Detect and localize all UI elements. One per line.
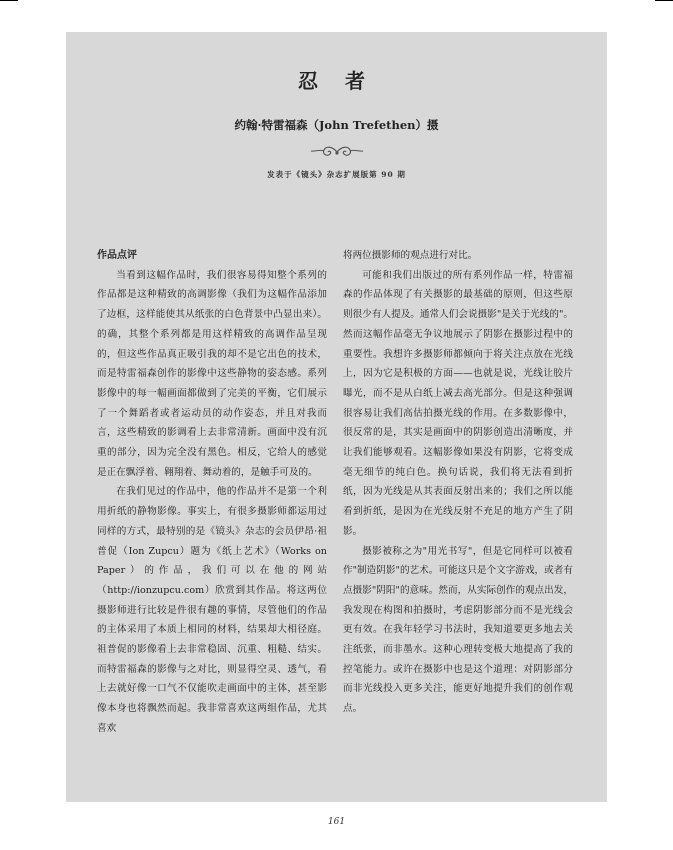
crop-mark-left	[0, 0, 18, 1]
article-author: 约翰·特雷福森（John Trefethen）摄	[234, 118, 439, 132]
body-paragraph: 摄影被称之为"用光书写"，但是它同样可以被看作"制造阴影"的艺术。可能这只是个文字游戏，或者有点摄影"阴阳"的意味。然而，从实际创作的观点出发，我发现在构图和拍摄时，考虑阴影部分而不是光线会更有效。在我年轻学习书法时，我知道要更多地去关注纸张，而非墨水。这种心理转变极大地提高了我的控笔能力。或许在摄影中也是这个道理：对阴影部分而非光线投入更多关注，能更好地提升我们的创作观点。	[343, 545, 573, 715]
crop-mark-right	[655, 0, 673, 1]
body-paragraph: 在我们见过的作品中，他的作品并不是第一个利用折纸的静物影像。事实上，有很多摄影师都运用过同样的方式，最特别的是《镜头》杂志的会员伊昂·祖普促（Ion Zupcu）题为《纸上艺术》（Works on Paper）的作品，我们可以在他的网站（http://ionzupcu.com）欣赏到其作品。将这两位摄影师进行比较是件很有趣的事情，尽管他们的作品的主体采用了本质上相同的材料，结果却大相径庭。祖普促的影像看上去非常稳固、沉重、粗糙、结实。而特雷福森的影像与之对比，则显得空灵、透气，看上去就好像一口气不仅能吹走画面中的主体，甚至影像本身也将飘然而起。我非常喜欢这两组作品，尤其喜欢	[97, 486, 327, 734]
page-number: 161	[327, 817, 346, 827]
article-title: 忍 者	[298, 69, 375, 93]
section-heading: 作品点评	[97, 250, 137, 261]
body-paragraph: 当看到这幅作品时，我们很容易得知整个系列的作品都是这种精致的高调影像（我们为这幅作品添加了边框，这样能使其从纸张的白色背景中凸显出来）。的确，其整个系列都是用这样精致的高调作品呈现的，但这些作品真正吸引我的却不是它出色的技术，而是特雷福森创作的影像中这些静物的姿态感。系列影像中的每一幅画面都做到了完美的平衡，它们展示了一个舞蹈者或者运动员的动作姿态，并且对我而言，这些精致的影调看上去非常清新。画面中没有沉重的部分，因为完全没有黑色。相反，它给人的感觉是正在飘浮着、翱翔着、舞动着的，是触手可及的。	[97, 269, 327, 478]
publication-note: 发表于《镜头》杂志扩展版第 90 期	[267, 170, 406, 179]
ornament-divider-icon	[66, 144, 607, 163]
left-column	[97, 246, 327, 739]
body-paragraph: 可能和我们出版过的所有系列作品一样，特雷福森的作品体现了有关摄影的最基础的原则，但这些原则很少有人提及。通常人们会说摄影"是关于光线的"。然而这幅作品毫无争议地展示了阴影在摄影过程中的重要性。我想许多摄影师都倾向于将关注点放在光线上，因为它是积极的方面——也就是说，光线让胶片曝光，而不是从白纸上减去高光部分。但是这种强调很容易让我们高估拍摄光线的作用。在多数影像中，很反常的是，其实是画面中的阴影创造出清晰度，并让我们能够观看。这幅影像如果没有阴影，它将变成毫无细节的纯白色。换句话说，我们将无法看到折纸，因为光线是从其表面反射出来的；我们之所以能看到折纸，是因为在光线反射不充足的地方产生了阴影。	[343, 269, 573, 537]
article-page	[66, 32, 607, 802]
right-column	[343, 246, 573, 719]
body-paragraph-continuation: 将两位摄影师的观点进行对比。	[343, 250, 478, 261]
